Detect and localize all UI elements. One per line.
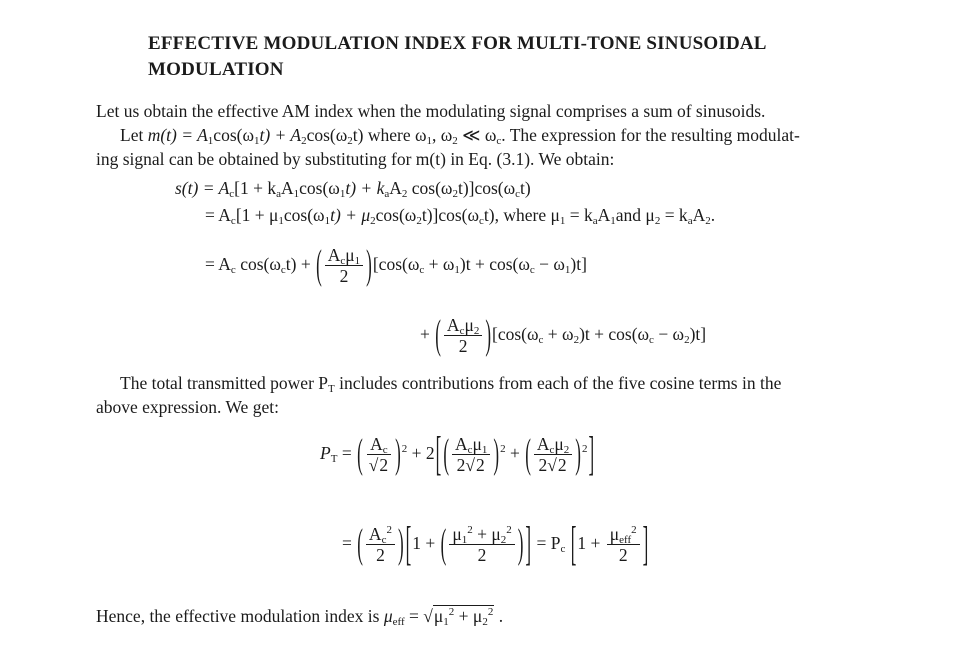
equation-s-of-t: $s(t) = A_c[1 + k_aA_1\cos(\omega_1t) + k_aA_2$ $\cos(\omega_2t)]\cos(\omega_ct)$	[175, 178, 531, 200]
conclusion-sentence: Hence, the effective modulation index is $\mu_{eff} = √\mu_1^2 + \mu_2^2$ .	[96, 606, 504, 628]
equation-mu-form: = $A_c[1 + \mu_1\cos(\omega_1t) + \mu_2\cos(\omega_2t)]\cos(\omega_ct)$, where $\mu_1 = k_aA_1and$ $\mu_2 = k_aA_2$.	[205, 205, 716, 227]
power-paragraph-line2: above expression. We get:	[96, 397, 279, 417]
power-paragraph: The total transmitted power $P_T$ includes contributions from each of the five cosine terms in the	[120, 373, 782, 395]
section-heading-line1: EFFECTIVE MODULATION INDEX FOR MULTI-TONE SINUSOIDAL	[148, 33, 767, 54]
equation-total-power: $P_T$ = ( $\frac{A_c}{√2}$ )$^2$ + 2[ ( $\frac{A_c\mu_1}{2√2}$ )$^2$ + ( $\frac{A_c\mu_2}{2√2}$ )$^2$]	[320, 426, 595, 481]
section-heading-line2: MODULATION	[148, 59, 284, 80]
equation-effective-power: = ( $\frac{A_c^2}{2}$ ) [1 + ( $\frac{\mu_1^2 + \mu_2^2}{2}$ ) ] = $P_c$ [1 + $\frac{\mu_{eff}^2}{2}$ ]	[342, 516, 649, 571]
let-statement: Let $m(t) = A_1\cos(\omega_1t) + A_2\cos(\omega_2t)$ where $\omega_1$, $\omega_2$ ≪ $\omega_c$. The expression for the resulting modulat-	[120, 125, 800, 147]
equation-expanded-second: + ( $\frac{A_c\mu_2}{2}$ )$[\cos(\omega_c + \omega_2)t + \cos(\omega_c - \omega_2)t]$	[420, 311, 707, 358]
equation-expanded-first: = $A_c$ $\cos(\omega_ct)$ + ( $\frac{A_c\mu_1}{2}$ )$[\cos(\omega_c + \omega_1)t + \cos(\omega_c - \omega_1)t]$	[205, 241, 587, 288]
intro-paragraph: Let us obtain the effective AM index when the modulating signal comprises a sum of sinusoids.	[96, 101, 766, 121]
let-statement-line2: ing signal can be obtained by substituting for m(t) in Eq. (3.1). We obtain:	[96, 149, 615, 169]
